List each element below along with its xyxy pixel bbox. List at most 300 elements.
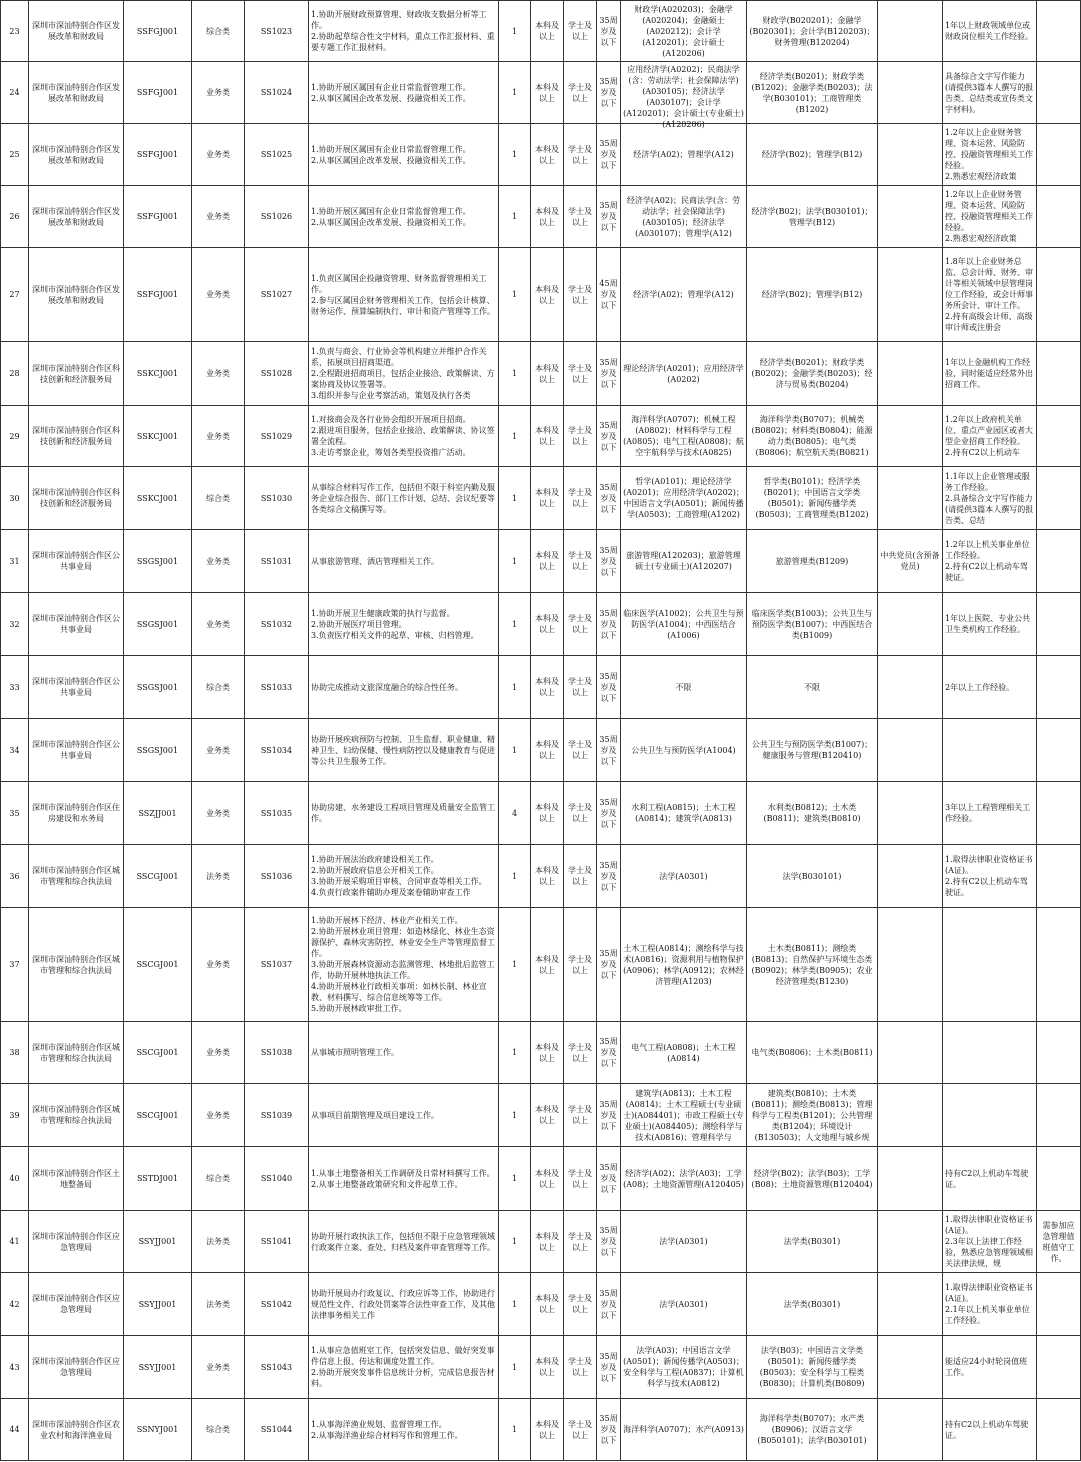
other-requirements-cell	[943, 593, 1037, 656]
table-row	[1, 530, 1081, 593]
other-requirements: 1年以上医院、专业公共卫生类机构工作经验。	[945, 614, 1031, 634]
education-cell	[531, 1273, 564, 1336]
job-category: 业务类	[206, 1048, 230, 1057]
job-duty-cell	[309, 342, 499, 406]
headcount-cell	[499, 1, 531, 62]
row-number: 26	[9, 212, 20, 221]
row-number-cell	[1, 124, 29, 186]
degree-cell	[564, 530, 597, 593]
unit-code: SSCGJ001	[136, 960, 179, 969]
row-number-cell	[1, 1211, 29, 1273]
job-duty-cell	[309, 908, 499, 1022]
other-requirements-cell	[943, 656, 1037, 719]
other-requirements-cell	[943, 1399, 1037, 1461]
row-number: 31	[9, 556, 20, 566]
position-code-cell	[245, 248, 309, 342]
education: 本科及以上	[535, 1105, 559, 1125]
other-requirements-cell	[943, 248, 1037, 342]
headcount-cell	[499, 1084, 531, 1147]
graduate-major-cell	[621, 186, 747, 248]
unit-name: 深圳市深汕特别合作区科技创新和经济服务局	[32, 363, 120, 384]
position-code-cell	[245, 593, 309, 656]
table-row	[1, 467, 1081, 530]
row-number-cell	[1, 908, 29, 1022]
job-duty-cell	[309, 593, 499, 656]
job-duty: 1.协助开展法治政府建设相关工作。 2.协助开展政府信息公开相关工作。 3.协助开展采购项目审核、合同审查等相关工作。 4.负责行政案件辅助办理及案卷辅助审查工作	[311, 855, 487, 897]
graduate-major-cell	[621, 782, 747, 845]
unit-code: SSYJJ001	[138, 1237, 177, 1246]
position-code-cell	[245, 1147, 309, 1211]
unit-code-cell	[124, 406, 192, 467]
unit-name: 深圳市深汕特别合作区农业农村和海洋渔业局	[32, 1419, 120, 1440]
unit-name: 深圳市深汕特别合作区发展改革和财政局	[32, 21, 120, 41]
position-code: SS1023	[260, 26, 293, 36]
degree: 学士及以上	[568, 206, 592, 227]
job-category-cell	[192, 845, 245, 908]
age-limit: 35周岁及以下	[599, 1099, 618, 1131]
job-duty: 协助开展局办行政复议、行政应诉等工作，协助进行规范性文件、行政处罚案等合法性审查工作，及其他法律事务相关工作	[311, 1288, 495, 1320]
unit-name: 深圳市深汕特别合作区发展改革和财政局	[32, 284, 120, 305]
undergraduate-major-cell	[747, 1211, 878, 1273]
undergraduate-major-cell	[747, 1022, 878, 1084]
other-requirements: 1.取得法律职业资格证书(A证)。 2.1年以上机关事业单位工作经验。	[945, 1283, 1033, 1325]
political-status-cell	[878, 1, 943, 62]
remarks-cell	[1037, 908, 1081, 1022]
education: 本科及以上	[535, 363, 559, 384]
remarks-cell	[1037, 406, 1081, 467]
age-limit-cell	[597, 1273, 621, 1336]
education: 本科及以上	[535, 144, 559, 165]
unit-name: 深圳市深汕特别合作区土地整备局	[32, 1168, 120, 1189]
undergraduate-major-cell	[747, 1147, 878, 1211]
graduate-major: 法学(A0301)	[659, 1299, 708, 1309]
row-number: 33	[9, 682, 20, 692]
undergraduate-major: 临床医学类(B1003)；公共卫生与预防医学类(B1007)；中西医结合类(B1009)	[751, 608, 873, 640]
other-requirements-cell	[943, 467, 1037, 530]
unit-code: SSNYJ001	[136, 1425, 179, 1434]
degree: 学士及以上	[568, 1231, 592, 1252]
job-duty: 1.从事应急值班室工作，包括突发信息、做好突发事件信息上报、传达和调度处置工作。 2.协助开展突发事件信息统计分析，完成信息报告材料。	[311, 1346, 495, 1388]
age-limit-cell	[597, 908, 621, 1022]
unit-name: 深圳市深汕特别合作区城市管理和综合执法局	[32, 1042, 120, 1063]
row-number-cell	[1, 248, 29, 342]
other-requirements: 具备综合文字写作能力(请提供3篇本人撰写的报告类、总结类或宣传类文字材料)。	[945, 71, 1034, 114]
graduate-major: 经济学(A02)；民商法学(含：劳动法学；社会保障法学)(A030105)；经济法学(A030107)；管理学(A12)	[626, 195, 741, 238]
political-status-cell	[878, 62, 943, 124]
position-code: SS1044	[260, 1425, 293, 1434]
political-status-cell	[878, 530, 943, 593]
graduate-major-cell	[621, 62, 747, 129]
graduate-major: 海洋科学(A0707)；水产(A0913)	[623, 1425, 744, 1434]
undergraduate-major-cell	[747, 406, 878, 467]
political-status-cell	[878, 656, 943, 719]
row-number: 24	[9, 88, 20, 97]
age-limit: 35周岁及以下	[599, 797, 618, 829]
remarks-cell	[1037, 467, 1081, 530]
degree: 学士及以上	[568, 1105, 592, 1125]
age-limit: 35周岁及以下	[599, 671, 618, 703]
education-cell	[531, 1084, 564, 1147]
undergraduate-major: 经济学类(B0201)；财政学类(B0202)；金融学类(B0203)；经济与贸易类(B0204)	[751, 358, 873, 389]
age-limit-cell	[597, 467, 621, 530]
age-limit-cell	[597, 845, 621, 908]
headcount: 1	[511, 745, 518, 755]
graduate-major: 临床医学(A1002)；公共卫生与预防医学(A1004)；中西医结合(A1006)	[623, 608, 744, 640]
job-category: 综合类	[206, 26, 230, 36]
education-cell	[531, 908, 564, 1022]
remarks-cell	[1037, 782, 1081, 845]
degree-cell	[564, 406, 597, 467]
political-status-cell	[878, 1273, 943, 1336]
position-code: SS1028	[260, 369, 293, 378]
education-cell	[531, 1, 564, 62]
position-code-cell	[245, 1022, 309, 1084]
graduate-major-cell	[621, 1022, 747, 1084]
education: 本科及以上	[535, 488, 559, 508]
job-category: 业务类	[206, 212, 230, 221]
job-category-cell	[192, 719, 245, 782]
job-category-cell	[192, 1211, 245, 1273]
degree-cell	[564, 782, 597, 845]
unit-code: SSFGJ001	[136, 290, 179, 299]
headcount-cell	[499, 1336, 531, 1399]
political-status-cell	[878, 782, 943, 845]
headcount-cell	[499, 1399, 531, 1461]
row-number: 36	[9, 871, 20, 881]
degree-cell	[564, 656, 597, 719]
other-requirements-cell	[943, 1211, 1037, 1273]
graduate-major-cell	[621, 1336, 747, 1399]
job-duty: 从事项目前期管理及项目建设工作。	[311, 1110, 439, 1120]
degree: 学士及以上	[568, 488, 592, 508]
job-category-cell	[192, 530, 245, 593]
degree-cell	[564, 593, 597, 656]
unit-code: SSTDJ001	[136, 1174, 179, 1183]
row-number: 35	[9, 808, 20, 818]
job-duty-cell	[309, 1399, 499, 1461]
table-row	[1, 782, 1081, 845]
education: 本科及以上	[535, 1042, 559, 1063]
table-row	[1, 124, 1081, 186]
job-duty: 1.协助开展财政预算管理、财政收支数据分析等工作。 2.协助起草综合性文字材料，重点工作汇报材料、重要专题工作汇报材料。	[311, 10, 495, 52]
headcount: 1	[511, 493, 518, 503]
row-number-cell	[1, 406, 29, 467]
undergraduate-major-cell	[747, 467, 878, 530]
unit-code-cell	[124, 1336, 192, 1399]
degree: 学士及以上	[568, 82, 592, 103]
other-requirements-cell	[943, 62, 1037, 124]
headcount: 1	[511, 1362, 518, 1372]
education-cell	[531, 467, 564, 530]
position-code-cell	[245, 1336, 309, 1399]
unit-name: 深圳市深汕特别合作区城市管理和综合执法局	[32, 1105, 120, 1125]
age-limit-cell	[597, 124, 621, 186]
unit-name-cell	[29, 124, 124, 186]
other-requirements-cell	[943, 845, 1037, 908]
table-row	[1, 1147, 1081, 1211]
headcount-cell	[499, 342, 531, 406]
row-number-cell	[1, 62, 29, 124]
position-code: SS1041	[260, 1237, 293, 1246]
job-category-cell	[192, 342, 245, 406]
unit-name: 深圳市深汕特别合作区应急管理局	[32, 1231, 120, 1252]
graduate-major-cell	[621, 1211, 747, 1273]
unit-code-cell	[124, 593, 192, 656]
unit-code-cell	[124, 1022, 192, 1084]
position-code: SS1040	[260, 1174, 293, 1183]
education: 本科及以上	[535, 21, 559, 41]
undergraduate-major-cell	[747, 593, 878, 656]
degree: 学士及以上	[568, 740, 592, 760]
undergraduate-major-cell	[747, 1, 878, 62]
unit-name: 深圳市深汕特别合作区公共事业局	[32, 677, 120, 697]
position-code-cell	[245, 845, 309, 908]
unit-code-cell	[124, 1399, 192, 1461]
job-category-cell	[192, 656, 245, 719]
age-limit-cell	[597, 719, 621, 782]
education: 本科及以上	[535, 614, 559, 634]
position-code: SS1031	[260, 556, 293, 566]
job-category-cell	[192, 186, 245, 248]
position-code-cell	[245, 62, 309, 124]
position-code: SS1039	[260, 1110, 293, 1120]
unit-code: SSCGJ001	[136, 871, 179, 881]
unit-code-cell	[124, 342, 192, 406]
unit-code: SSCGJ001	[136, 1048, 179, 1057]
job-category-cell	[192, 62, 245, 124]
graduate-major: 财政学(A020203)；金融学(A020204)；金融硕士(A020212)；会计学(A120201)；会计硕士(A120206)	[634, 4, 733, 58]
age-limit-cell	[597, 782, 621, 845]
graduate-major-cell	[621, 1084, 747, 1147]
degree-cell	[564, 248, 597, 342]
degree: 学士及以上	[568, 21, 592, 41]
graduate-major: 旅游管理(A120203)；旅游管理硕士(专业硕士)(A120207)	[626, 551, 741, 571]
remarks-cell	[1037, 1, 1081, 62]
other-requirements: 1年以上金融机构工作经验，同时能适应经常外出招商工作。	[945, 358, 1033, 389]
unit-name: 深圳市深汕特别合作区科技创新和经济服务局	[32, 488, 120, 508]
row-number-cell	[1, 1084, 29, 1147]
other-requirements: 1.取得法律职业资格证书(A证)。 2.持有C2以上机动车驾驶证。	[945, 855, 1033, 897]
position-code: SS1026	[260, 212, 293, 221]
age-limit: 35周岁及以下	[599, 1414, 618, 1445]
job-duty: 协助房建、水务建设工程项目管理及质量安全监管工作。	[311, 803, 495, 823]
political-status: 中共党员(含预备党员)	[880, 551, 940, 571]
degree-cell	[564, 467, 597, 530]
headcount-cell	[499, 593, 531, 656]
job-category-cell	[192, 1084, 245, 1147]
position-code-cell	[245, 406, 309, 467]
table-row	[1, 62, 1081, 124]
headcount-cell	[499, 719, 531, 782]
table-row	[1, 186, 1081, 248]
age-limit: 35周岁及以下	[599, 1351, 618, 1383]
undergraduate-major-cell	[747, 530, 878, 593]
education-cell	[531, 1022, 564, 1084]
row-number: 41	[9, 1237, 20, 1246]
other-requirements: 1.1年以上企业管理或服务工作经验。 2.具备综合文字写作能力(请提供3篇本人撰写的报告类、总结	[945, 471, 1034, 525]
table-row	[1, 248, 1081, 342]
graduate-major-cell	[621, 467, 747, 530]
political-status-cell	[878, 406, 943, 467]
job-duty: 1.协助开展区属国有企业日常监督管理工作。 2.从事区属国企改革发展、投融资相关工作。	[311, 144, 471, 165]
education-cell	[531, 593, 564, 656]
job-duty: 1.负责区属国企投融资管理、财务监督管理相关工作。 2.参与区属国企财务管理相关工作，包括会计核算、财务运作、预算编制执行、审计和资产管理等工作。	[311, 273, 495, 316]
political-status-cell	[878, 845, 943, 908]
job-category: 业务类	[206, 1362, 230, 1372]
unit-name-cell	[29, 593, 124, 656]
job-duty: 1.从事海洋渔业规划、监督管理工作。 2.从事海洋渔业综合材料写作和管理工作。	[311, 1419, 463, 1440]
row-number: 44	[9, 1425, 20, 1434]
unit-name: 深圳市深汕特别合作区应急管理局	[32, 1357, 120, 1377]
position-code: SS1024	[260, 88, 293, 97]
position-code-cell	[245, 908, 309, 1022]
row-number-cell	[1, 1336, 29, 1399]
table-row	[1, 593, 1081, 656]
graduate-major: 经济学(A02)；管理学(A12)	[633, 150, 734, 159]
education-cell	[531, 719, 564, 782]
unit-code: SSFGJ001	[136, 212, 179, 221]
undergraduate-major-cell	[747, 782, 878, 845]
remarks-cell	[1037, 1147, 1081, 1211]
position-code-cell	[245, 530, 309, 593]
unit-code-cell	[124, 782, 192, 845]
unit-code: SSFGJ001	[136, 88, 179, 97]
education: 本科及以上	[535, 1419, 559, 1440]
headcount: 1	[511, 150, 518, 159]
degree-cell	[564, 719, 597, 782]
political-status-cell	[878, 124, 943, 186]
row-number-cell	[1, 1022, 29, 1084]
job-category: 法务类	[206, 871, 230, 881]
graduate-major-cell	[621, 342, 747, 406]
job-category-cell	[192, 1399, 245, 1461]
position-code-cell	[245, 782, 309, 845]
row-number: 38	[9, 1048, 20, 1057]
education-cell	[531, 1147, 564, 1211]
unit-code: SSGSJ001	[136, 745, 179, 755]
graduate-major: 经济学(A02)；法学(A03)；工学(A08)；土地资源管理(A120405)	[623, 1168, 744, 1189]
unit-name: 深圳市深汕特别合作区发展改革和财政局	[32, 206, 120, 227]
headcount: 1	[511, 556, 518, 566]
education: 本科及以上	[535, 206, 559, 227]
unit-name-cell	[29, 1211, 124, 1273]
headcount-cell	[499, 248, 531, 342]
headcount-cell	[499, 62, 531, 124]
unit-name-cell	[29, 719, 124, 782]
unit-name-cell	[29, 656, 124, 719]
remarks-cell	[1037, 593, 1081, 656]
age-limit-cell	[597, 1211, 621, 1273]
job-category-cell	[192, 248, 245, 342]
headcount: 1	[511, 290, 518, 299]
unit-name: 深圳市深汕特别合作区公共事业局	[32, 614, 120, 634]
age-limit-cell	[597, 186, 621, 248]
other-requirements-cell	[943, 530, 1037, 593]
education: 本科及以上	[535, 284, 559, 305]
job-category: 业务类	[206, 745, 230, 755]
row-number: 37	[9, 960, 20, 969]
job-duty-cell	[309, 1022, 499, 1084]
job-duty: 协助开展行政执法工作，包括但不限于应急管理领域行政案件立案、查处、归档及案件审查管理等工作。	[311, 1231, 495, 1252]
position-code: SS1030	[260, 493, 293, 503]
undergraduate-major-cell	[747, 1399, 878, 1461]
headcount-cell	[499, 406, 531, 467]
other-requirements: 1.8年以上企业财务总监、总会计师、财务、审计等相关领域中层管理岗位工作经验，或会计师事务所会计、审计工作。 2.持有高级会计师、高级审计师或注册会	[945, 257, 1033, 332]
degree-cell	[564, 1022, 597, 1084]
unit-code-cell	[124, 845, 192, 908]
age-limit-cell	[597, 1399, 621, 1461]
headcount: 1	[511, 1048, 518, 1057]
age-limit: 35周岁及以下	[599, 139, 618, 170]
job-category-cell	[192, 1336, 245, 1399]
political-status-cell	[878, 1022, 943, 1084]
political-status-cell	[878, 908, 943, 1022]
unit-name-cell	[29, 530, 124, 593]
headcount: 1	[511, 960, 518, 969]
other-requirements: 2年以上工作经验。	[945, 682, 1015, 692]
remarks-cell	[1037, 1022, 1081, 1084]
job-category-cell	[192, 124, 245, 186]
job-category-cell	[192, 1147, 245, 1211]
job-category: 综合类	[206, 493, 230, 503]
row-number: 39	[9, 1110, 20, 1120]
position-code: SS1036	[260, 871, 293, 881]
job-category: 业务类	[206, 619, 230, 629]
headcount-cell	[499, 530, 531, 593]
headcount: 1	[511, 369, 518, 378]
unit-code: SSKCJ001	[136, 431, 179, 441]
undergraduate-major: 法学类(B0301)	[783, 1237, 841, 1246]
remarks-cell	[1037, 719, 1081, 782]
degree-cell	[564, 1399, 597, 1461]
undergraduate-major: 旅游管理类(B1209)	[775, 556, 849, 566]
graduate-major-cell	[621, 719, 747, 782]
degree: 学士及以上	[568, 1357, 592, 1377]
other-requirements: 1年以上财政领域单位或财政岗位相关工作经验。	[945, 21, 1033, 41]
undergraduate-major-cell	[747, 1084, 878, 1147]
degree: 学士及以上	[568, 144, 592, 165]
row-number-cell	[1, 467, 29, 530]
unit-code: SSGSJ001	[136, 682, 179, 692]
unit-name: 深圳市深汕特别合作区发展改革和财政局	[32, 82, 120, 103]
other-requirements-cell	[943, 342, 1037, 406]
degree-cell	[564, 1, 597, 62]
undergraduate-major: 财政学(B020201)；金融学(B020301)；会计学(B120203)；财务管理(B120204)	[749, 15, 875, 47]
table-row	[1, 1084, 1081, 1147]
education-cell	[531, 342, 564, 406]
graduate-major-cell	[621, 593, 747, 656]
headcount-cell	[499, 1022, 531, 1084]
other-requirements: 3年以上工程管理相关工作经验。	[945, 803, 1031, 823]
headcount-cell	[499, 124, 531, 186]
row-number: 23	[9, 26, 20, 36]
headcount-cell	[499, 1273, 531, 1336]
education-cell	[531, 124, 564, 186]
unit-code-cell	[124, 186, 192, 248]
job-duty-cell	[309, 1147, 499, 1211]
position-code: SS1034	[260, 745, 293, 755]
position-code-cell	[245, 1, 309, 62]
position-code-cell	[245, 467, 309, 530]
remarks-cell	[1037, 1399, 1081, 1461]
row-number-cell	[1, 1399, 29, 1461]
unit-name: 深圳市深汕特别合作区城市管理和综合执法局	[32, 954, 120, 975]
job-duty: 1.协助开展林下经济、林业产业相关工作。 2.协助开展林业项目管理：如造林绿化、林业生态资源保护、森林灾害防控、林业安全生产等管理监督工作。 3.协助开展森林资源动态监测管理、林地批后监管工作，协助开展林地执法工作。 4.协助开展林业行政相关事项：如林长制、林业宣教、材料撰写、综合信息统筹等工作。 5.协助开展林政审批工作。	[311, 916, 495, 1013]
degree-cell	[564, 1273, 597, 1336]
other-requirements-cell	[943, 1022, 1037, 1084]
age-limit: 35周岁及以下	[599, 201, 618, 232]
degree: 学士及以上	[568, 284, 592, 305]
